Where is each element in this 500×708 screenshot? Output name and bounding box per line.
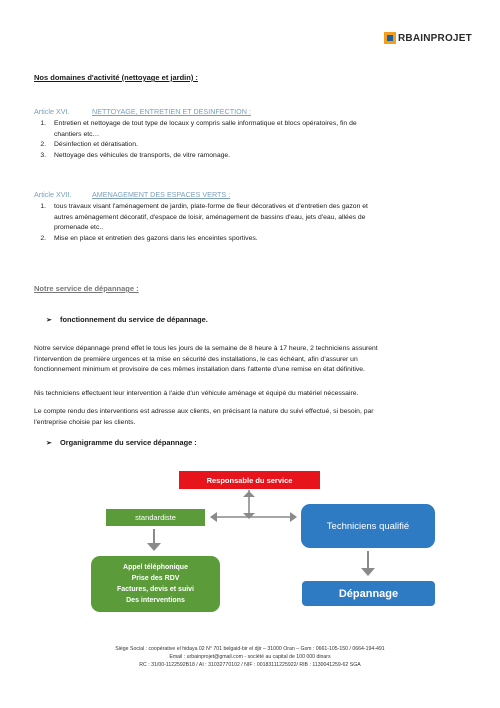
arrow-head: [210, 512, 217, 522]
service-title: Notre service de dépannage :: [34, 284, 139, 293]
standardiste-box: standardiste: [106, 509, 205, 526]
article-title: NETTOYAGE, ENTRETIEN ET DESINFECTION :: [92, 107, 251, 116]
article-number: Article XVI.: [34, 107, 70, 116]
service-paragraph: Nis techniciens effectuent leur intervention à l'aide d'un véhicule aménage et équipé du matériel nécessaire.: [34, 390, 359, 397]
techniciens-box: Techniciens qualifié: [301, 504, 435, 548]
depannage-box: Dépannage: [302, 581, 435, 606]
article-number: Article XVII.: [34, 190, 72, 199]
arrow-head: [290, 512, 297, 522]
domains-title: Nos domaines d'activité (nettoyage et jardin) :: [34, 73, 198, 82]
task-item: Appel téléphonique: [123, 564, 188, 571]
service-subheading: ➢ fonctionnement du service de dépannage.: [46, 315, 208, 324]
footer-line: RC : 31/00-1122592B18 / AI : 31032770102 / NIF : 00183111225922/ RIB : 1130041259-62 SGA: [139, 662, 361, 668]
list-item: 2. Mise en place et entretien des gazons dans les enceintes sportives.: [40, 234, 258, 242]
arrow-head: [361, 568, 375, 576]
list-item: 3. Nettoyage des véhicules de transports, de vitre ramonage.: [40, 151, 231, 159]
article-title: AMENAGEMENT DES ESPACES VERTS :: [92, 190, 231, 199]
footer-line: Siège Social : coopérative el hidaya 02 N° 701 belgaid-bir el djir – 31000 Oran – Gsm : 0661-105-150 / 0664-194-491: [115, 646, 385, 652]
list-item: 2. Désinfection et dératisation.: [40, 141, 138, 148]
arrow-head: [147, 543, 161, 551]
logo-text: RBAINPROJET: [398, 32, 472, 44]
footer-line: Email : urbainprojet@gmail.com - société au capital de 100 000 dinars: [169, 654, 331, 660]
arrow-bullet-icon: ➢: [46, 316, 52, 324]
service-paragraph: Le compte rendu des interventions est adresse aux clients, en précisant la nature du suivi effectué, si besoin, par l'entreprise choisie par les clients.: [34, 408, 374, 426]
task-item: Prise des RDV: [131, 575, 180, 582]
service-paragraph: Notre service dépannage prend effet le tous les jours de la semaine de 8 heure à 17 heure, 2 techniciens assurent l'intervention de première urgences et la mise en sécurité des installations, le cas échéant, afin d'assurer un fonctionnement minimum et provisoire de ces mêmes installation dans l'attente d'une remise en état définitive.: [34, 345, 378, 373]
task-item: Factures, devis et suivi: [116, 586, 195, 593]
responsable-box: Responsable du service: [179, 471, 320, 489]
arrow-head: [243, 491, 255, 497]
org-heading: ➢ Organigramme du service dépannage :: [46, 438, 197, 447]
task-item: Des interventions: [126, 597, 185, 604]
list-item: 1. tous travaux visant l'aménagement de jardin, plate-forme de fleur décoratives et d'entretien des gazon et autres aménagement décoratif, d'espace de loisir, aménagement de bassins d'eau, jets d'eau, allées de promenade etc..: [40, 203, 368, 231]
arrow-head: [243, 513, 255, 519]
arrow-bullet-icon: ➢: [46, 439, 52, 447]
footer: [0, 645, 500, 669]
list-item: 1. Entretien et nettoyage de tout type de locaux y compris salle informatique et blocs opératoires, fin de chantiers etc…: [40, 120, 357, 138]
